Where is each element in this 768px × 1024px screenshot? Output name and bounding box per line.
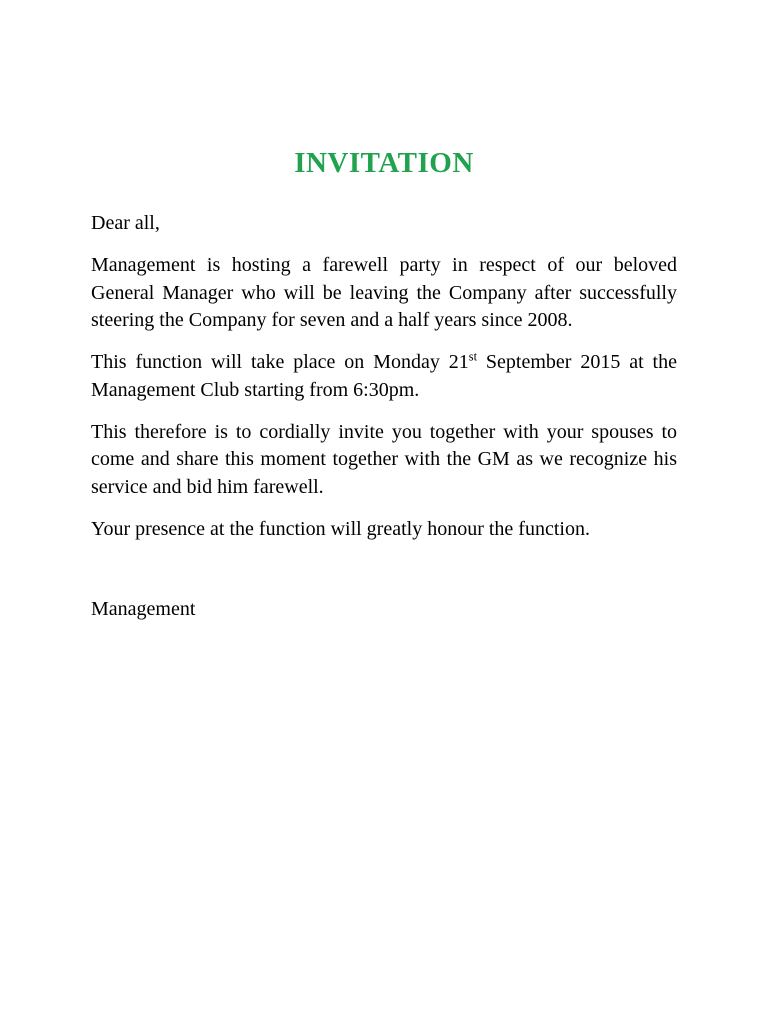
salutation: Dear all, — [91, 212, 160, 234]
paragraph — [91, 349, 677, 404]
paragraph-text: Your presence at the function will greatly honour the function. — [91, 517, 590, 540]
document-title: INVITATION — [294, 147, 474, 179]
paragraph — [91, 516, 677, 544]
paragraph — [91, 419, 677, 502]
paragraph-text: This therefore is to cordially invite you together with your spouses to come and share this moment together with the GM as we recognize his service and bid him farewell. — [91, 420, 677, 498]
body-paragraphs — [91, 252, 677, 543]
paragraph-text: This function will take place on Monday 21 — [91, 351, 469, 373]
paragraph-text: Management is hosting a farewell party in respect of our beloved General Manager who will be leaving the Company after successfully steering the Company for seven and a half years since 2008. — [91, 254, 677, 331]
paragraph-text: September 2015 at the Management Club starting from 6:30pm. — [91, 351, 677, 401]
paragraph — [91, 252, 677, 335]
signature: Management — [91, 598, 196, 620]
superscript-ordinal: st — [468, 349, 478, 364]
